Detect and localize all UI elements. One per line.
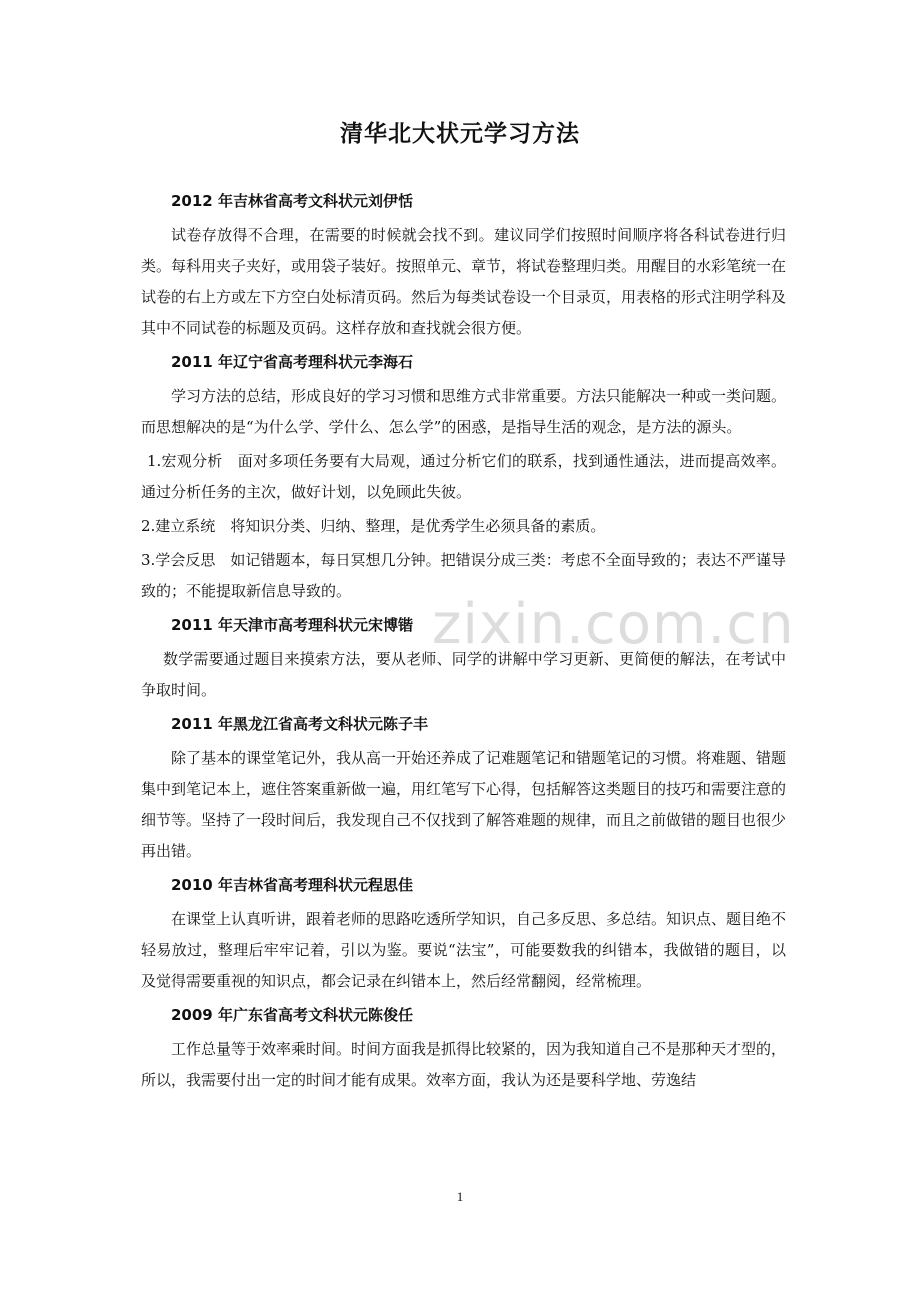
- section-heading: 2012 年吉林省高考文科状元刘伊恬: [171, 192, 413, 210]
- list-item: 2.建立系统 将知识分类、归纳、整理，是优秀学生必须具备的素质。: [141, 517, 606, 535]
- list-item: 1.宏观分析 面对多项任务要有大局观，通过分析它们的联系，找到通性通法，进而提高效率。通过分析任务的主次，做好计划，以免顾此失彼。: [141, 452, 786, 501]
- paragraph: 数学需要通过题目来摸索方法，要从老师、同学的讲解中学习更新、更简便的解法，在考试中争取时间。: [141, 650, 786, 699]
- watermark: zixin.com.cn: [432, 592, 795, 657]
- paragraph: 工作总量等于效率乘时间。时间方面我是抓得比较紧的，因为我知道自己不是那种天才型的，所以，我需要付出一定的时间才能有成果。效率方面，我认为还是要科学地、劳逸结: [141, 1040, 787, 1089]
- document-title: 清华北大状元学习方法: [340, 121, 580, 147]
- section-heading: 2011 年天津市高考理科状元宋博锴: [171, 616, 413, 634]
- paragraph: 学习方法的总结，形成良好的学习习惯和思维方式非常重要。方法只能解决一种或一类问题。而思想解决的是“为什么学、学什么、怎么学”的困惑，是指导生活的观念，是方法的源头。: [141, 387, 787, 436]
- section-heading: 2011 年辽宁省高考理科状元李海石: [171, 353, 413, 371]
- page-number: 1: [456, 1189, 464, 1204]
- paragraph: 除了基本的课堂笔记外，我从高一开始还养成了记难题笔记和错题笔记的习惯。将难题、错题集中到笔记本上，遮住答案重新做一遍，用红笔写下心得，包括解答这类题目的技巧和需要注意的细节等。坚持了一段时间后，我发现自己不仅找到了解答难题的规律，而且之前做错的题目也很少再出错。: [141, 749, 787, 860]
- paragraph: 在课堂上认真听讲，跟着老师的思路吃透所学知识，自己多反思、多总结。知识点、题目绝不轻易放过，整理后牢牢记着，引以为鉴。要说“法宝”，可能要数我的纠错本，我做错的题目，以及觉得需要重视的知识点，都会记录在纠错本上，然后经常翻阅，经常梳理。: [141, 910, 787, 990]
- section-heading: 2010 年吉林省高考理科状元程思佳: [171, 876, 413, 894]
- document-body: [141, 186, 786, 1099]
- paragraph: 试卷存放得不合理，在需要的时候就会找不到。建议同学们按照时间顺序将各科试卷进行归类。每科用夹子夹好，或用袋子装好。按照单元、章节，将试卷整理归类。用醒目的水彩笔统一在试卷的右上方或左下方空白处标清页码。然后为每类试卷设一个目录页，用表格的形式注明学科及其中不同试卷的标题及页码。这样存放和查找就会很方便。: [141, 226, 787, 337]
- section-heading: 2011 年黑龙江省高考文科状元陈子丰: [171, 715, 428, 733]
- list-item: 3.学会反思 如记错题本，每日冥想几分钟。把错误分成三类：考虑不全面导致的；表达不严谨导致的；不能提取新信息导致的。: [141, 551, 786, 600]
- section-heading: 2009 年广东省高考文科状元陈俊任: [171, 1006, 413, 1024]
